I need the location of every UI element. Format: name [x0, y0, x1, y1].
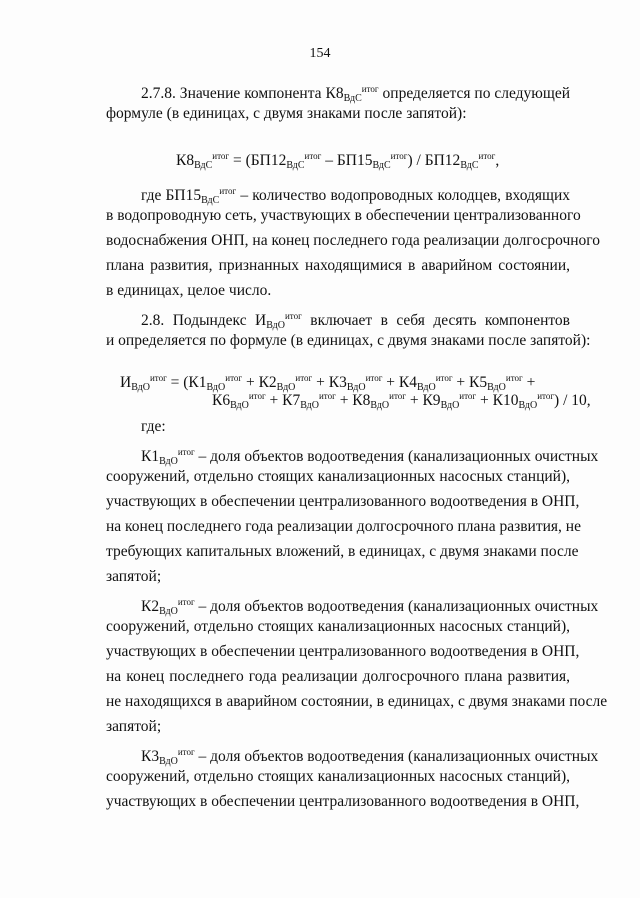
- text-line: водоснабжения ОНП, на конец последнего года реализации долгосрочного: [106, 232, 601, 249]
- formula-k8: $К8_{ВдС}^{итог} = (БП12_{ВдС}^{итог} - БП15_{ВдС}^{итог}) / БП12_{ВдС}^{итог}$,: [176, 151, 500, 171]
- text-line: плана развития, признанных находящимися в аварийном состоянии,: [106, 257, 570, 274]
- text-line: в водопроводную сеть, участвующих в обеспечении централизованного: [106, 207, 581, 224]
- text-line: запятой;: [106, 718, 162, 735]
- text-line: не находящихся в аварийном состоянии, в единицах, с двумя знаками после: [106, 693, 608, 710]
- text-line: на конец последнего года реализации долгосрочного плана развития, не: [106, 518, 581, 535]
- text-line: 2.8. Подындекс $И_{ВдО}^{итог}$ включает в себя десять компонентов: [141, 311, 571, 331]
- formula-ivdo-line1: $И_{ВдО}^{итог} = (К1_{ВдО}^{итог} + К2_{ВдО}^{итог} + К3_{ВдО}^{итог} + К4_{ВдО}^{итог} + К5_{ВдО}^{итог}$ +: [120, 373, 536, 393]
- text-line: $К2_{ВдО}^{итог}$ – доля объектов водоотведения (канализационных очистных: [141, 597, 599, 617]
- text-line: $К1_{ВдО}^{итог}$ – доля объектов водоотведения (канализационных очистных: [141, 447, 599, 467]
- text-line: участвующих в обеспечении централизованного водоотведения в ОНП,: [106, 643, 580, 660]
- text-line: 2.7.8. Значение компонента $К8_{ВдС}^{итог}$ определяется по следующей: [141, 84, 570, 104]
- text-line: требующих капитальных вложений, в единицах, с двумя знаками после: [106, 543, 579, 560]
- text-line: участвующих в обеспечении централизованного водоотведения в ОНП,: [106, 493, 580, 510]
- formula-ivdo-line2: $К6_{ВдО}^{итог} + К7_{ВдО}^{итог} + К8_{ВдО}^{итог} + К9_{ВдО}^{итог} + К10_{ВдО}^{итог}) / 10$,: [212, 391, 591, 411]
- page-number: 154: [309, 46, 331, 61]
- text-line: сооружений, отдельно стоящих канализационных насосных станций),: [106, 468, 570, 485]
- text-line: где $БП15_{ВдС}^{итог}$ – количество водопроводных колодцев, входящих: [141, 186, 570, 206]
- text-line: $К3_{ВдО}^{итог}$ – доля объектов водоотведения (канализационных очистных: [141, 747, 599, 767]
- text-line: где:: [141, 418, 166, 435]
- text-line: в единицах, целое число.: [106, 282, 272, 299]
- text-line: сооружений, отдельно стоящих канализационных насосных станций),: [106, 618, 570, 635]
- text-line: запятой;: [106, 568, 162, 585]
- text-line: сооружений, отдельно стоящих канализационных насосных станций),: [106, 768, 570, 785]
- text-line: и определяется по формуле (в единицах, с двумя знаками после запятой):: [106, 332, 591, 349]
- text-line: формуле (в единицах, с двумя знаками после запятой):: [106, 105, 467, 122]
- text-line: на конец последнего года реализации долгосрочного плана развития,: [106, 668, 570, 685]
- text-line: участвующих в обеспечении централизованного водоотведения в ОНП,: [106, 793, 580, 810]
